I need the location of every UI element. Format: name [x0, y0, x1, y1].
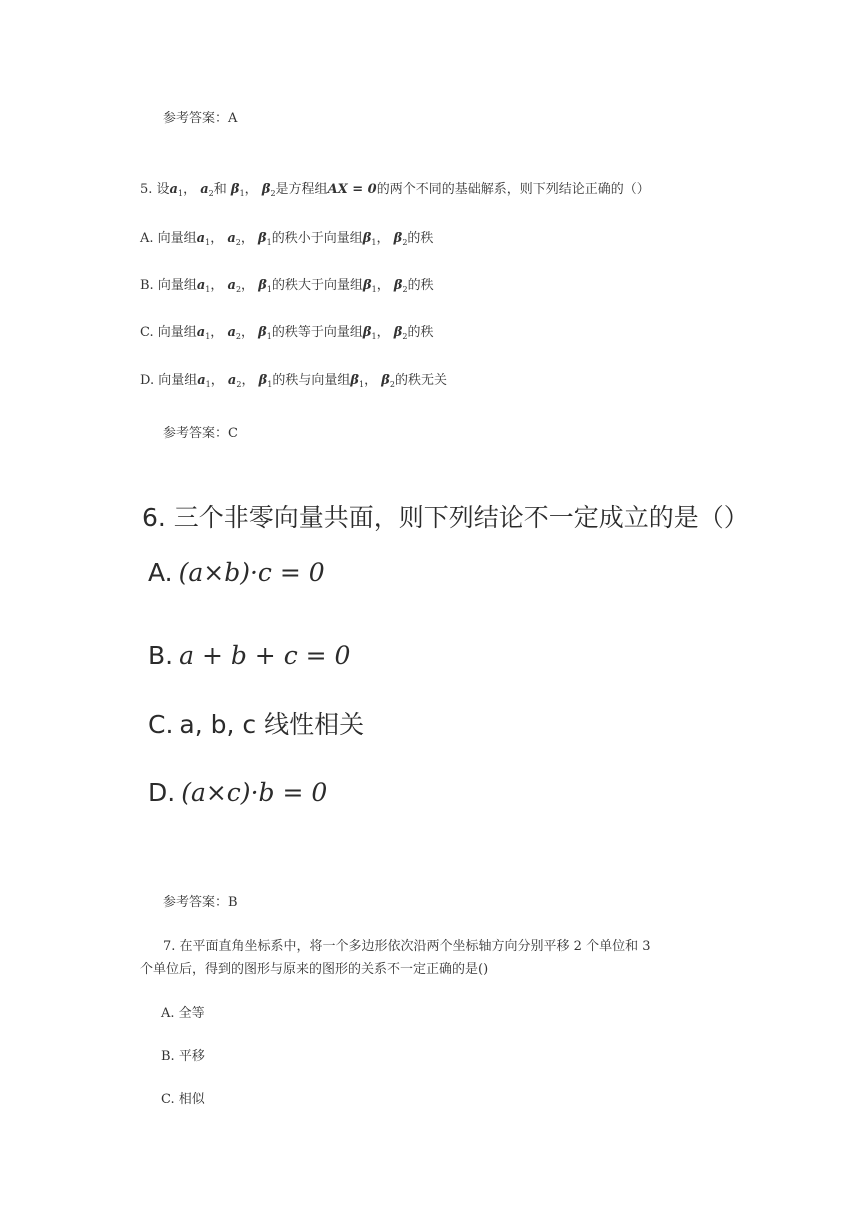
sym-a1: a [196, 231, 206, 246]
sub: 1 [267, 380, 273, 389]
question-5-answer: 参考答案：C [163, 426, 238, 441]
sym-b1: β [258, 373, 268, 388]
option-expression: a + b + c = 0 [179, 641, 351, 670]
question-7-option-c: C. 相似 [161, 1092, 205, 1107]
question-5-option-a [140, 227, 433, 247]
sym-a2: a [227, 278, 236, 293]
sep: ， [376, 325, 390, 340]
sub: 1 [205, 332, 211, 341]
sub: 2 [236, 380, 242, 389]
sym-b1: β [258, 325, 267, 340]
question-6-stem: 6. 三个非零向量共面，则下列结论不一定成立的是（） [142, 503, 749, 532]
q5-sub: 2 [270, 189, 276, 198]
question-6-option-c [148, 705, 364, 741]
sym-a2: a [227, 373, 237, 388]
q5-sub: 2 [208, 189, 214, 198]
q5-sub: 1 [177, 189, 184, 198]
option-mid: 的秩等于向量组 [271, 325, 363, 340]
option-suffix: 的秩 [407, 231, 434, 246]
sub: 1 [205, 285, 211, 294]
sep: ， [210, 231, 224, 246]
sym-b2: β [381, 373, 390, 388]
option-suffix: 的秩 [407, 325, 434, 340]
sym-b1: β [258, 278, 267, 293]
question-7-option-a: A. 全等 [161, 1006, 205, 1021]
sub: 2 [402, 238, 408, 247]
sep: ， [240, 231, 254, 246]
question-6-option-b [148, 641, 350, 671]
sep: ， [240, 325, 254, 340]
sym-a1: a [196, 278, 206, 293]
q5-sub: 1 [239, 189, 245, 198]
sym-a2: a [227, 325, 236, 340]
sep: ， [364, 373, 378, 388]
sub: 2 [389, 380, 395, 389]
sep: ， [376, 231, 390, 246]
option-mid: 的秩小于向量组 [271, 231, 363, 246]
sym-b2: β [393, 231, 403, 246]
q5-sep: ， [244, 182, 258, 197]
sub: 1 [371, 285, 377, 294]
sym-a1: a [197, 373, 206, 388]
sym-b1: β [350, 373, 359, 388]
sub: 1 [205, 380, 211, 389]
option-prefix: A. 向量组 [140, 231, 197, 246]
sub: 1 [359, 380, 365, 389]
sep: ， [210, 278, 224, 293]
sub: 2 [402, 285, 408, 294]
q5-sym-a2: a [200, 182, 209, 197]
option-mid: 的秩大于向量组 [271, 278, 363, 293]
question-7-stem-line-1: 7. 在平面直角坐标系中，将一个多边形依次沿两个坐标轴方向分别平移 2 个单位和 3 [163, 939, 651, 954]
sub: 2 [402, 332, 408, 341]
q5-sep: ， [183, 182, 197, 197]
question-6-option-d [148, 778, 327, 808]
answer-previous: 参考答案：A [163, 111, 238, 126]
option-label: A. [148, 558, 173, 587]
option-label: C. [148, 710, 174, 739]
q5-stem-prefix: 5. 设 [140, 182, 170, 197]
sub: 1 [205, 238, 211, 247]
option-label: D. [148, 778, 176, 807]
sub: 1 [371, 332, 377, 341]
q5-stem-mid: 是方程组 [275, 182, 328, 197]
q5-equation: AX = 0 [327, 182, 377, 197]
question-6-option-a [148, 558, 325, 588]
question-5-option-c [140, 321, 434, 341]
sep: ， [241, 373, 255, 388]
question-5-stem [140, 178, 650, 198]
sym-a2: a [227, 231, 236, 246]
q5-stem-and: 和 [213, 182, 227, 197]
option-expression: (a×c)·b = 0 [181, 778, 328, 807]
question-5-option-d [140, 369, 447, 389]
option-label: B. [148, 641, 174, 670]
sym-b1: β [362, 325, 372, 340]
question-6-answer: 参考答案：B [163, 895, 238, 910]
q5-stem-suffix: 的两个不同的基础解系，则下列结论正确的（） [376, 182, 650, 197]
sub: 1 [266, 238, 272, 247]
option-text: a, b, c 线性相关 [179, 710, 365, 739]
option-suffix: 的秩 [407, 278, 434, 293]
sub: 2 [235, 238, 241, 247]
sym-b2: β [393, 278, 403, 293]
sub: 1 [371, 238, 377, 247]
sym-a1: a [196, 325, 206, 340]
option-prefix: D. 向量组 [140, 373, 198, 388]
question-5-option-b [140, 274, 434, 294]
option-expression: (a×b)·c = 0 [178, 558, 325, 587]
sym-b1: β [362, 278, 372, 293]
sub: 1 [266, 285, 272, 294]
sym-b1: β [362, 231, 372, 246]
sep: ， [241, 278, 255, 293]
sub: 2 [235, 332, 241, 341]
sep: ， [376, 278, 390, 293]
sep: ， [210, 373, 224, 388]
q5-sym-b1: β [230, 182, 240, 197]
option-prefix: C. 向量组 [140, 325, 197, 340]
option-mid: 的秩与向量组 [272, 373, 351, 388]
option-suffix: 的秩无关 [394, 373, 447, 388]
sub: 2 [235, 285, 242, 294]
sym-b1: β [258, 231, 267, 246]
sym-b2: β [393, 325, 403, 340]
q5-sym-b2: β [261, 182, 271, 197]
question-7-option-b: B. 平移 [161, 1049, 205, 1064]
question-7-stem-line-2: 个单位后，得到的图形与原来的图形的关系不一定正确的是() [140, 962, 489, 977]
sep: ， [210, 325, 224, 340]
sub: 1 [266, 332, 272, 341]
option-prefix: B. 向量组 [140, 278, 197, 293]
q5-sym-a1: a [169, 182, 178, 197]
